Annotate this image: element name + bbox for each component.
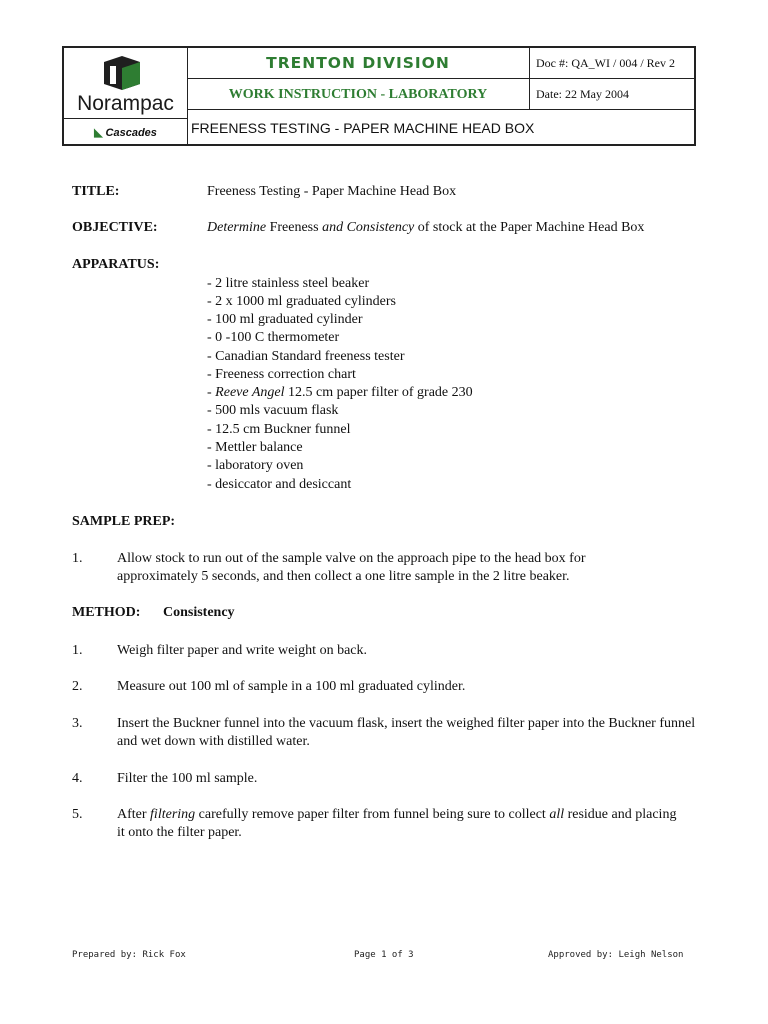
method-step-text: Filter the 100 ml sample. xyxy=(117,771,258,786)
objective-w1: Determine xyxy=(207,220,267,235)
method-step-number: 3. xyxy=(72,716,83,731)
objective-w2: Freeness xyxy=(266,220,323,235)
logo-divider xyxy=(64,118,187,119)
method-label: METHOD: xyxy=(72,605,141,620)
cascades-mark-icon: ◣ xyxy=(94,127,103,139)
method-step-number: 2. xyxy=(72,679,83,694)
logo-cell xyxy=(64,48,188,144)
cascades-wordmark: Cascades xyxy=(105,127,157,139)
method-step-number: 1. xyxy=(72,643,83,658)
sample-prep-step-text: Allow stock to run out of the sample valve on the approach pipe to the head box for approximately 5 seconds, and then collect a one litre sample in the 2 litre beaker. xyxy=(117,551,586,584)
method-step5-a: After xyxy=(117,807,151,822)
method-step-number: 5. xyxy=(72,807,83,822)
method-step-number: 4. xyxy=(72,771,83,786)
cascades-logo xyxy=(64,126,187,139)
work-instruction-title: WORK INSTRUCTION - LABORATORY xyxy=(228,87,488,102)
objective-w3: and Consistency xyxy=(322,220,415,235)
apparatus-item: - 12.5 cm Buckner funnel xyxy=(207,422,351,437)
apparatus-item: - 2 litre stainless steel beaker xyxy=(207,276,370,291)
apparatus-item: - Freeness correction chart xyxy=(207,367,356,382)
sample-prep-label: SAMPLE PREP: xyxy=(72,514,176,529)
apparatus-item xyxy=(207,384,473,402)
footer-prepared-by: Prepared by: Rick Fox xyxy=(72,950,186,960)
objective-w4: of stock at the Paper Machine Head Box xyxy=(414,220,645,235)
footer-page-number: Page 1 of 3 xyxy=(354,950,414,960)
method-step5-d: all xyxy=(549,807,565,822)
header-row-division xyxy=(187,48,694,79)
apparatus-item7-pre: - xyxy=(207,385,216,400)
footer-approved-by: Approved by: Leigh Nelson xyxy=(548,950,684,960)
document-header xyxy=(62,46,696,146)
apparatus-item: - desiccator and desiccant xyxy=(207,477,352,492)
objective-label: OBJECTIVE: xyxy=(72,220,158,235)
objective-value xyxy=(207,219,644,237)
title-value: Freeness Testing - Paper Machine Head Box xyxy=(207,184,457,199)
apparatus-item: - 0 -100 C thermometer xyxy=(207,330,340,345)
method-step5-b: filtering xyxy=(150,807,196,822)
document-subject: FREENESS TESTING - PAPER MACHINE HEAD BOX xyxy=(191,120,535,136)
apparatus-item: - Mettler balance xyxy=(207,440,303,455)
sample-prep-step-number: 1. xyxy=(72,551,83,566)
method-step5-e: residue and placing it onto the filter paper. xyxy=(117,807,677,840)
method-step-text: Insert the Buckner funnel into the vacuum flask, insert the weighed filter paper into the Buckner funnel and wet down with distilled water. xyxy=(117,716,696,749)
apparatus-item: - 500 mls vacuum flask xyxy=(207,403,339,418)
method-step-text: Weigh filter paper and write weight on back. xyxy=(117,643,368,658)
header-row-subject xyxy=(187,110,694,144)
method-step-text: Measure out 100 ml of sample in a 100 ml graduated cylinder. xyxy=(117,679,466,694)
header-row-instruction xyxy=(187,79,694,110)
apparatus-item7-post: 12.5 cm paper filter of grade 230 xyxy=(284,385,473,400)
doc-number: Doc #: QA_WI / 004 / Rev 2 xyxy=(529,48,694,79)
title-label: TITLE: xyxy=(72,184,120,199)
apparatus-item: - 100 ml graduated cylinder xyxy=(207,312,363,327)
method-step5-c: carefully remove paper filter from funnel being sure to collect xyxy=(195,807,550,822)
apparatus-item: - 2 x 1000 ml graduated cylinders xyxy=(207,294,396,309)
doc-date: Date: 22 May 2004 xyxy=(529,79,694,110)
method-sublabel: Consistency xyxy=(163,605,235,620)
apparatus-label: APPARATUS: xyxy=(72,257,160,272)
division-title: TRENTON DIVISION xyxy=(266,54,450,72)
apparatus-item: - laboratory oven xyxy=(207,458,304,473)
norampac-logo-icon xyxy=(100,54,144,92)
logo-wordmark: Norampac xyxy=(77,92,174,115)
apparatus-item7-italic: Reeve Angel xyxy=(215,385,285,400)
method-step-text xyxy=(117,806,677,842)
apparatus-item: - Canadian Standard freeness tester xyxy=(207,349,405,364)
